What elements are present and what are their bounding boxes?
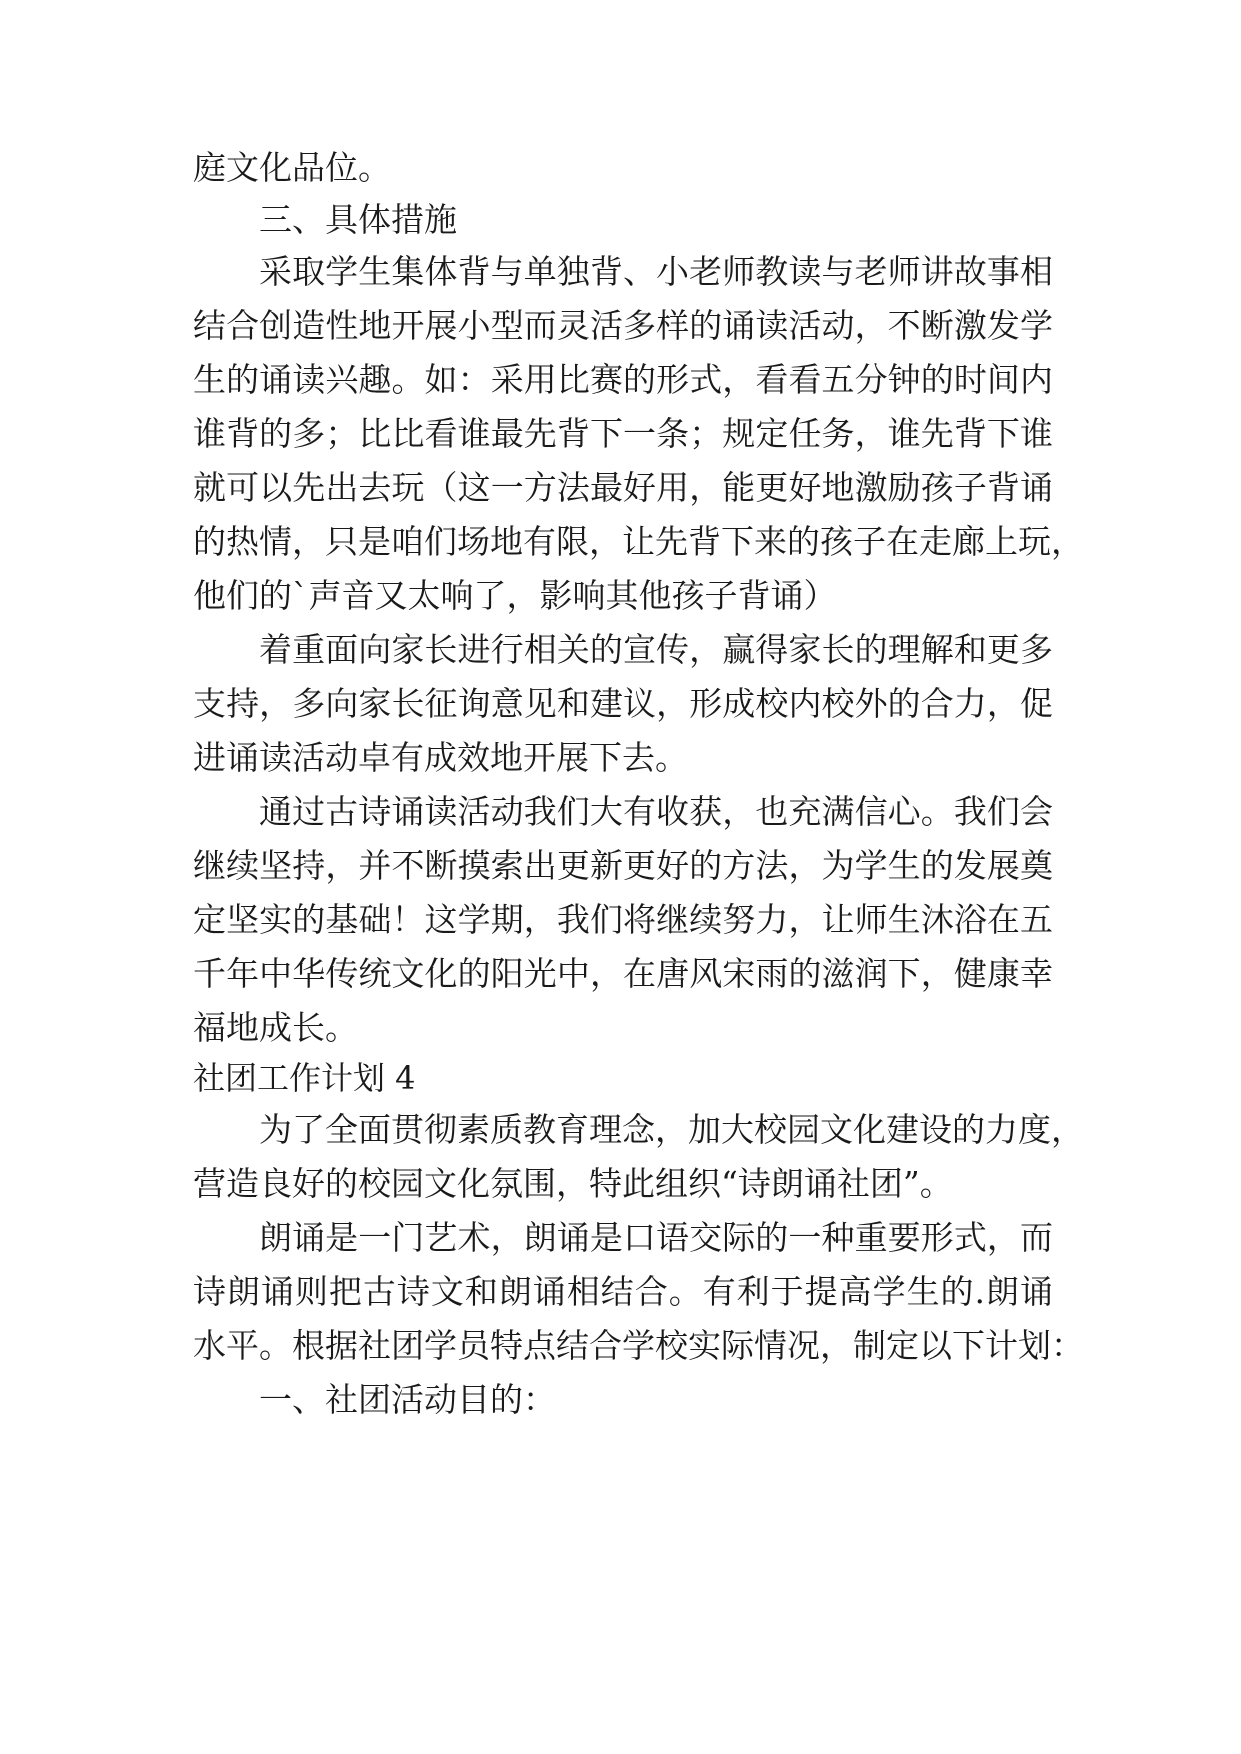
paragraph-line: 通过古诗诵读活动我们大有收获，也充满信心。我们会	[259, 792, 1053, 831]
paragraph-line: 庭文化品位。	[193, 148, 391, 187]
paragraph-line: 就可以先出去玩（这一方法最好用，能更好地激励孩子背诵	[193, 468, 1053, 507]
document-title: 社团工作计划 4	[193, 1059, 416, 1097]
paragraph-line: 继续坚持，并不断摸索出更新更好的方法，为学生的发展奠	[193, 846, 1053, 885]
section-heading: 一、社团活动目的：	[259, 1380, 556, 1419]
paragraph-line: 进诵读活动卓有成效地开展下去。	[193, 738, 688, 777]
paragraph-line: 结合创造性地开展小型而灵活多样的诵读活动，不断激发学	[193, 306, 1053, 345]
paragraph-line: 的热情，只是咱们场地有限，让先背下来的孩子在走廊上玩，	[193, 522, 1084, 561]
paragraph-line: 诗朗诵则把古诗文和朗诵相结合。有利于提高学生的.朗诵	[193, 1272, 1053, 1311]
section-heading: 三、具体措施	[259, 200, 457, 239]
paragraph-line: 生的诵读兴趣。如：采用比赛的形式，看看五分钟的时间内	[193, 360, 1053, 399]
paragraph-line: 福地成长。	[193, 1008, 358, 1047]
paragraph-line: 着重面向家长进行相关的宣传，赢得家长的理解和更多	[259, 630, 1053, 669]
paragraph-line: 谁背的多；比比看谁最先背下一条；规定任务，谁先背下谁	[193, 414, 1053, 453]
paragraph-line: 为了全面贯彻素质教育理念，加大校园文化建设的力度，	[259, 1110, 1084, 1149]
paragraph-line: 营造良好的校园文化氛围，特此组织“诗朗诵社团”。	[193, 1164, 953, 1203]
paragraph-line: 定坚实的基础！这学期，我们将继续努力，让师生沐浴在五	[193, 900, 1053, 939]
paragraph-line: 水平。根据社团学员特点结合学校实际情况，制定以下计划：	[193, 1326, 1084, 1365]
paragraph-line: 千年中华传统文化的阳光中，在唐风宋雨的滋润下，健康幸	[193, 954, 1053, 993]
paragraph-line: 他们的`声音又太响了，影响其他孩子背诵）	[193, 576, 837, 615]
paragraph-line: 支持，多向家长征询意见和建议，形成校内校外的合力，促	[193, 684, 1053, 723]
paragraph-line: 采取学生集体背与单独背、小老师教读与老师讲故事相	[259, 252, 1053, 291]
paragraph-line: 朗诵是一门艺术，朗诵是口语交际的一种重要形式，而	[259, 1218, 1053, 1257]
